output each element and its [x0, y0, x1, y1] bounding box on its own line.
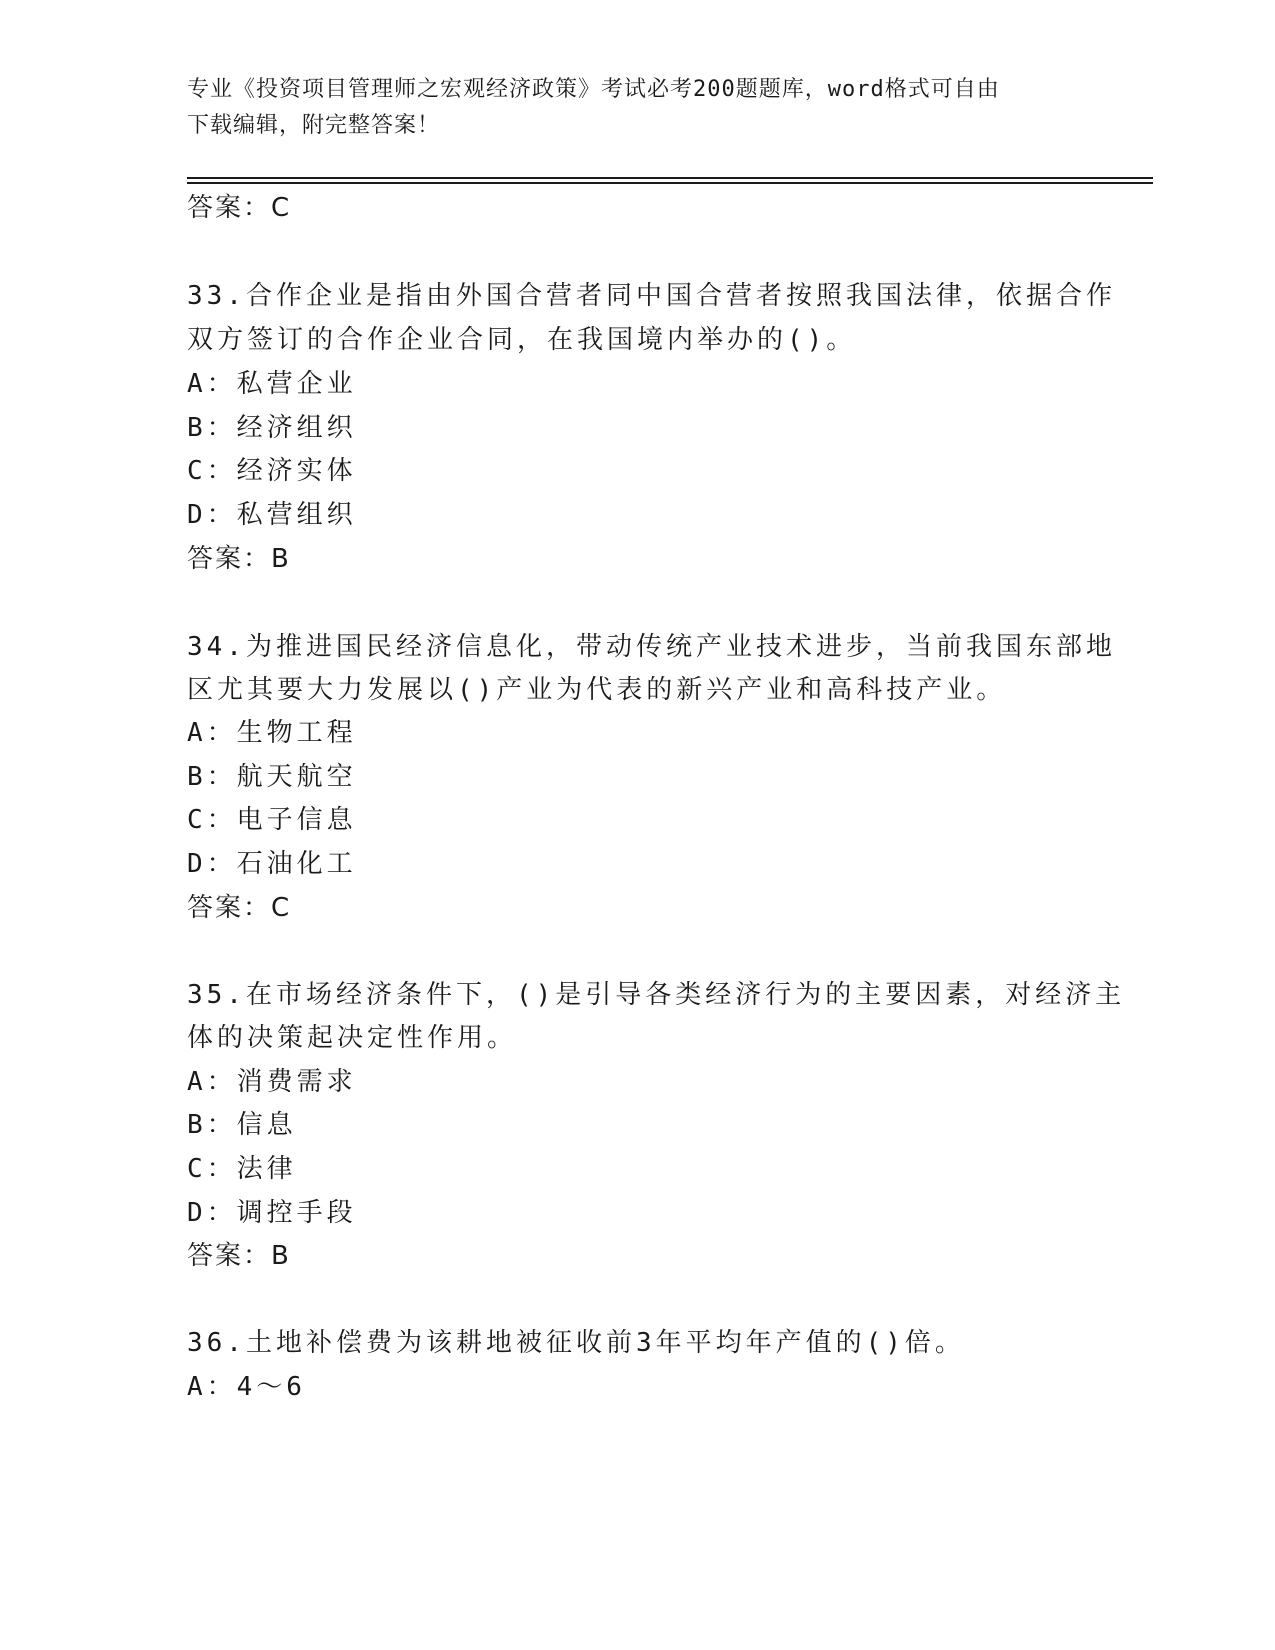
- question-36-option-a: A：4～6: [187, 1372, 306, 1402]
- question-35-stem-line-2: 体的决策起决定性作用。: [187, 1023, 518, 1053]
- question-33-stem-line-2: 双方签订的合作企业合同，在我国境内举办的()。: [187, 325, 857, 355]
- header-line-1: 专业《投资项目管理师之宏观经济政策》考试必考200题题库，word格式可自由: [187, 77, 1000, 102]
- question-34-option-b: B：航天航空: [187, 762, 357, 792]
- question-33-option-a: A：私营企业: [187, 369, 357, 399]
- question-35-option-c: C：法律: [187, 1154, 297, 1184]
- header-divider-top: [187, 177, 1153, 179]
- header-divider-bottom: [187, 182, 1153, 184]
- question-34-option-d: D：石油化工: [187, 849, 357, 879]
- question-35-option-d: D：调控手段: [187, 1198, 357, 1228]
- question-33-option-d: D：私营组织: [187, 500, 357, 530]
- question-33-answer: 答案：B: [187, 544, 291, 574]
- question-34-stem-line-2: 区尤其要大力发展以()产业为代表的新兴产业和高科技产业。: [187, 675, 1007, 705]
- document-header: [187, 72, 1077, 144]
- question-35-option-b: B：信息: [187, 1110, 297, 1140]
- header-line-2: 下载编辑，附完整答案！: [187, 113, 441, 138]
- question-33-stem-line-1: 33.合作企业是指由外国合营者同中国合营者按照我国法律，依据合作: [187, 281, 1116, 311]
- previous-answer: 答案：C: [187, 193, 292, 223]
- question-34-answer: 答案：C: [187, 893, 292, 923]
- question-35-answer: 答案：B: [187, 1241, 291, 1271]
- question-35-stem-line-1: 35.在市场经济条件下，()是引导各类经济行为的主要因素，对经济主: [187, 980, 1126, 1010]
- question-35-option-a: A：消费需求: [187, 1067, 357, 1097]
- question-33-option-c: C：经济实体: [187, 456, 357, 486]
- question-36-stem-line-1: 36.土地补偿费为该耕地被征收前3年平均年产值的()倍。: [187, 1328, 965, 1358]
- question-34-option-a: A：生物工程: [187, 718, 357, 748]
- question-34-stem-line-1: 34.为推进国民经济信息化，带动传统产业技术进步，当前我国东部地: [187, 632, 1116, 662]
- question-33-option-b: B：经济组织: [187, 413, 357, 443]
- question-34-option-c: C：电子信息: [187, 805, 357, 835]
